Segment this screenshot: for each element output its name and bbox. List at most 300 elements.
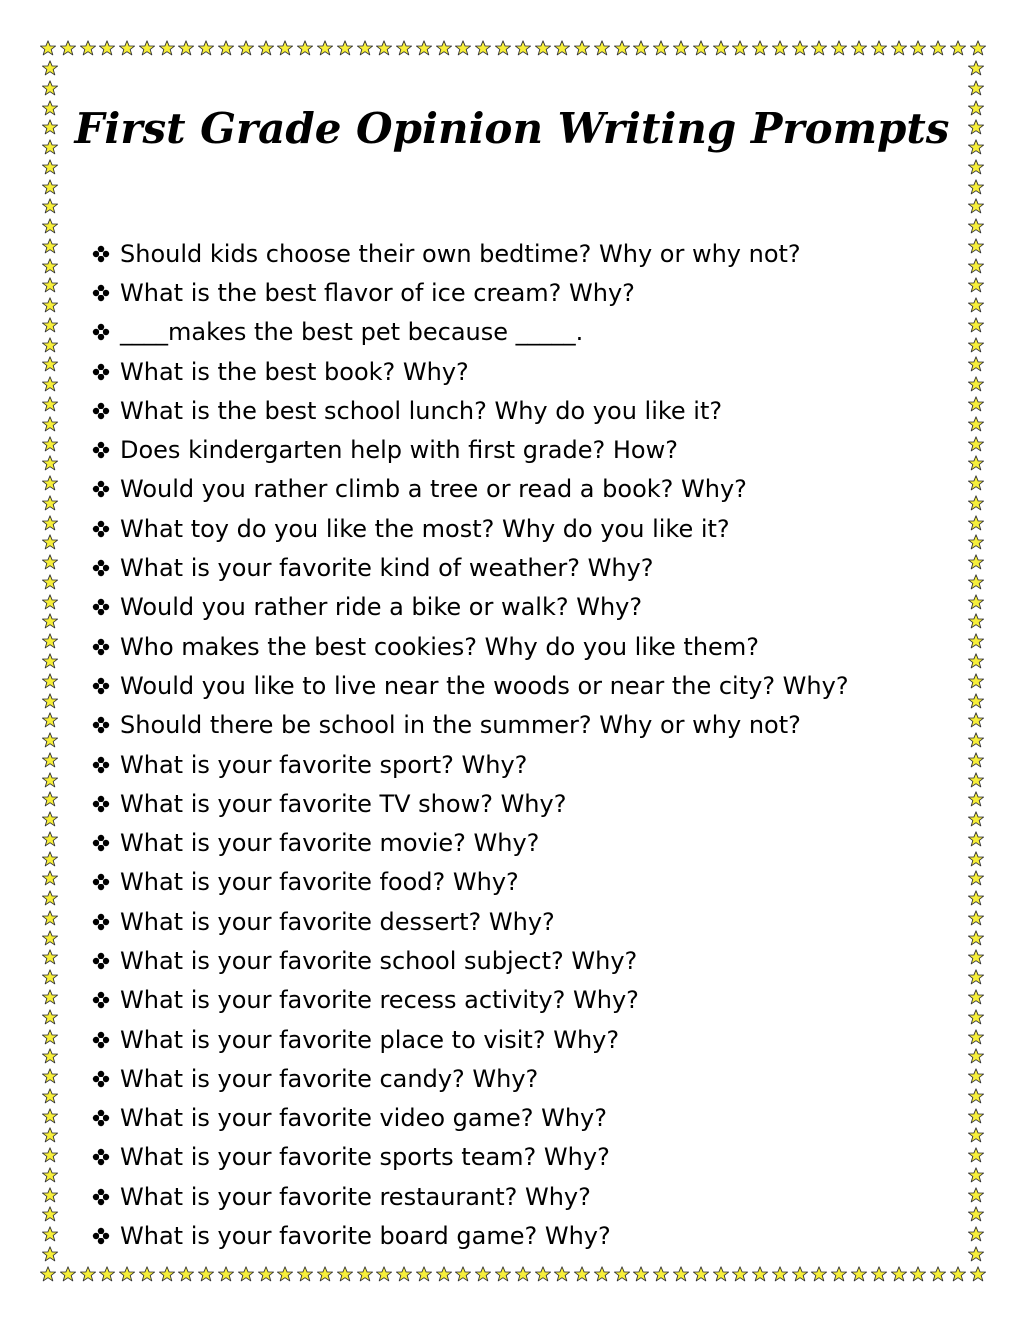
star-icon — [42, 277, 58, 293]
star-icon — [475, 1266, 491, 1282]
list-item — [92, 823, 849, 862]
star-icon — [42, 396, 58, 412]
star-icon — [968, 870, 984, 886]
list-item — [92, 273, 849, 312]
star-icon — [574, 1266, 590, 1282]
diamond-bullet-icon — [92, 1070, 120, 1088]
list-item — [92, 1099, 849, 1138]
prompt-text: What is your favorite movie? Why? — [120, 829, 540, 858]
star-icon — [317, 1266, 333, 1282]
star-icon — [752, 1266, 768, 1282]
star-icon — [968, 198, 984, 214]
star-icon — [80, 1266, 96, 1282]
star-icon — [968, 594, 984, 610]
diamond-bullet-icon — [92, 559, 120, 577]
diamond-bullet-icon — [92, 638, 120, 656]
star-icon — [968, 495, 984, 511]
star-icon — [42, 693, 58, 709]
star-icon — [968, 396, 984, 412]
list-item — [92, 706, 849, 745]
star-icon — [42, 258, 58, 274]
star-icon — [42, 317, 58, 333]
list-item — [92, 863, 849, 902]
star-icon — [436, 1266, 452, 1282]
star-icon — [732, 40, 748, 56]
list-item — [92, 666, 849, 705]
prompt-list — [92, 234, 849, 1256]
prompt-text: What is your favorite restaurant? Why? — [120, 1182, 591, 1211]
star-border-bottom — [40, 1264, 986, 1284]
prompt-text: What is the best school lunch? Why do you like it? — [120, 396, 723, 425]
star-icon — [831, 1266, 847, 1282]
star-icon — [42, 119, 58, 135]
star-icon — [968, 554, 984, 570]
star-icon — [633, 40, 649, 56]
star-icon — [455, 1266, 471, 1282]
star-icon — [594, 1266, 610, 1282]
star-icon — [968, 80, 984, 96]
star-icon — [42, 297, 58, 313]
star-icon — [871, 1266, 887, 1282]
star-icon — [772, 1266, 788, 1282]
prompt-text: What is your favorite kind of weather? Why? — [120, 554, 654, 583]
diamond-bullet-icon — [92, 795, 120, 813]
prompt-text: What is the best book? Why? — [120, 357, 469, 386]
star-icon — [713, 40, 729, 56]
diamond-bullet-icon — [92, 991, 120, 1009]
star-icon — [317, 40, 333, 56]
star-icon — [376, 40, 392, 56]
list-item — [92, 1177, 849, 1216]
star-icon — [42, 574, 58, 590]
list-item — [92, 902, 849, 941]
diamond-bullet-icon — [92, 441, 120, 459]
star-icon — [811, 1266, 827, 1282]
prompt-text: Would you rather climb a tree or read a book? Why? — [120, 475, 747, 504]
star-icon — [376, 1266, 392, 1282]
diamond-bullet-icon — [92, 363, 120, 381]
diamond-bullet-icon — [92, 1031, 120, 1049]
star-icon — [42, 436, 58, 452]
list-item — [92, 981, 849, 1020]
star-icon — [811, 40, 827, 56]
star-icon — [42, 515, 58, 531]
diamond-bullet-icon — [92, 598, 120, 616]
list-item — [92, 745, 849, 784]
star-icon — [574, 40, 590, 56]
star-icon — [693, 1266, 709, 1282]
star-icon — [968, 930, 984, 946]
star-icon — [968, 455, 984, 471]
star-icon — [139, 40, 155, 56]
star-icon — [968, 297, 984, 313]
star-icon — [673, 1266, 689, 1282]
star-icon — [968, 851, 984, 867]
star-icon — [42, 198, 58, 214]
prompt-text: What is your favorite school subject? Why? — [120, 946, 638, 975]
diamond-bullet-icon — [92, 913, 120, 931]
star-icon — [42, 179, 58, 195]
star-icon — [968, 119, 984, 135]
list-item — [92, 627, 849, 666]
list-item — [92, 391, 849, 430]
star-icon — [297, 40, 313, 56]
prompt-text: What is your favorite TV show? Why? — [120, 789, 567, 818]
star-icon — [42, 80, 58, 96]
prompt-text: What is your favorite food? Why? — [120, 868, 519, 897]
star-border-top — [40, 38, 986, 58]
star-icon — [968, 277, 984, 293]
star-icon — [968, 356, 984, 372]
star-icon — [42, 772, 58, 788]
diamond-bullet-icon — [92, 756, 120, 774]
diamond-bullet-icon — [92, 716, 120, 734]
star-icon — [968, 811, 984, 827]
star-icon — [42, 791, 58, 807]
star-icon — [891, 40, 907, 56]
star-icon — [475, 40, 491, 56]
diamond-bullet-icon — [92, 323, 120, 341]
star-icon — [495, 1266, 511, 1282]
star-icon — [119, 40, 135, 56]
star-icon — [968, 218, 984, 234]
star-icon — [396, 1266, 412, 1282]
star-icon — [950, 1266, 966, 1282]
star-icon — [968, 732, 984, 748]
star-icon — [99, 1266, 115, 1282]
star-icon — [42, 1206, 58, 1222]
star-icon — [258, 40, 274, 56]
star-icon — [42, 712, 58, 728]
star-icon — [968, 693, 984, 709]
star-icon — [42, 1127, 58, 1143]
star-icon — [968, 139, 984, 155]
star-icon — [357, 40, 373, 56]
star-icon — [851, 40, 867, 56]
star-icon — [891, 1266, 907, 1282]
prompt-text: What is your favorite candy? Why? — [120, 1064, 539, 1093]
star-icon — [42, 356, 58, 372]
star-icon — [693, 40, 709, 56]
list-item — [92, 784, 849, 823]
star-icon — [396, 40, 412, 56]
star-icon — [930, 40, 946, 56]
star-icon — [139, 1266, 155, 1282]
star-icon — [535, 40, 551, 56]
star-icon — [42, 969, 58, 985]
star-icon — [910, 40, 926, 56]
star-icon — [42, 337, 58, 353]
star-icon — [968, 1187, 984, 1203]
star-icon — [40, 40, 56, 56]
prompt-text: What is your favorite place to visit? Why? — [120, 1025, 620, 1054]
star-icon — [968, 337, 984, 353]
star-icon — [238, 1266, 254, 1282]
diamond-bullet-icon — [92, 834, 120, 852]
star-icon — [277, 1266, 293, 1282]
star-icon — [792, 40, 808, 56]
prompt-text: Would you rather ride a bike or walk? Why? — [120, 593, 643, 622]
star-icon — [42, 1088, 58, 1104]
prompt-text: ____makes the best pet because _____. — [120, 318, 584, 347]
prompt-text: What is your favorite video game? Why? — [120, 1104, 607, 1133]
star-border-right — [966, 60, 986, 1262]
star-icon — [633, 1266, 649, 1282]
list-item — [92, 430, 849, 469]
star-icon — [42, 930, 58, 946]
diamond-bullet-icon — [92, 1109, 120, 1127]
star-icon — [968, 613, 984, 629]
star-icon — [119, 1266, 135, 1282]
star-icon — [198, 40, 214, 56]
star-icon — [968, 258, 984, 274]
star-icon — [968, 1048, 984, 1064]
star-icon — [159, 40, 175, 56]
star-icon — [968, 100, 984, 116]
star-icon — [968, 574, 984, 590]
star-icon — [42, 100, 58, 116]
star-icon — [42, 653, 58, 669]
star-icon — [968, 179, 984, 195]
star-icon — [968, 1147, 984, 1163]
star-icon — [871, 40, 887, 56]
diamond-bullet-icon — [92, 873, 120, 891]
star-icon — [594, 40, 610, 56]
star-icon — [42, 673, 58, 689]
star-icon — [42, 870, 58, 886]
star-icon — [42, 851, 58, 867]
star-icon — [42, 633, 58, 649]
star-icon — [42, 238, 58, 254]
prompt-text: Who makes the best cookies? Why do you like them? — [120, 632, 759, 661]
star-icon — [851, 1266, 867, 1282]
star-icon — [357, 1266, 373, 1282]
star-icon — [968, 1246, 984, 1262]
star-icon — [42, 831, 58, 847]
star-icon — [42, 1068, 58, 1084]
star-icon — [910, 1266, 926, 1282]
star-icon — [42, 60, 58, 76]
star-icon — [732, 1266, 748, 1282]
star-border-left — [40, 60, 60, 1262]
prompt-text: What is your favorite sports team? Why? — [120, 1143, 610, 1172]
star-icon — [455, 40, 471, 56]
star-icon — [968, 1088, 984, 1104]
prompt-text: Would you like to live near the woods or near the city? Why? — [120, 671, 849, 700]
star-icon — [968, 436, 984, 452]
star-icon — [968, 475, 984, 491]
star-icon — [42, 1147, 58, 1163]
star-icon — [42, 455, 58, 471]
star-icon — [554, 1266, 570, 1282]
star-icon — [968, 1127, 984, 1143]
list-item — [92, 1059, 849, 1098]
diamond-bullet-icon — [92, 1227, 120, 1245]
star-icon — [968, 1226, 984, 1242]
page-title: First Grade Opinion Writing Prompts — [74, 104, 950, 153]
star-icon — [42, 811, 58, 827]
star-icon — [968, 317, 984, 333]
star-icon — [42, 376, 58, 392]
list-item — [92, 234, 849, 273]
star-icon — [42, 1226, 58, 1242]
star-icon — [970, 40, 986, 56]
star-icon — [653, 1266, 669, 1282]
star-icon — [968, 989, 984, 1005]
star-icon — [42, 1108, 58, 1124]
list-item — [92, 313, 849, 352]
star-icon — [42, 1029, 58, 1045]
star-icon — [614, 40, 630, 56]
star-icon — [968, 159, 984, 175]
star-icon — [950, 40, 966, 56]
star-icon — [42, 495, 58, 511]
star-icon — [238, 40, 254, 56]
star-icon — [42, 534, 58, 550]
star-icon — [42, 989, 58, 1005]
star-icon — [968, 1206, 984, 1222]
star-icon — [968, 949, 984, 965]
star-icon — [968, 416, 984, 432]
star-icon — [831, 40, 847, 56]
star-icon — [968, 1009, 984, 1025]
diamond-bullet-icon — [92, 952, 120, 970]
star-icon — [968, 376, 984, 392]
star-icon — [60, 40, 76, 56]
star-icon — [337, 1266, 353, 1282]
star-icon — [42, 159, 58, 175]
prompt-text: What is your favorite sport? Why? — [120, 750, 528, 779]
diamond-bullet-icon — [92, 1188, 120, 1206]
star-icon — [968, 791, 984, 807]
star-icon — [42, 1246, 58, 1262]
star-icon — [42, 416, 58, 432]
star-icon — [713, 1266, 729, 1282]
list-item — [92, 1020, 849, 1059]
star-icon — [42, 1009, 58, 1025]
star-icon — [515, 1266, 531, 1282]
list-item — [92, 548, 849, 587]
star-icon — [297, 1266, 313, 1282]
star-icon — [968, 673, 984, 689]
star-icon — [554, 40, 570, 56]
diamond-bullet-icon — [92, 245, 120, 263]
list-item — [92, 1216, 849, 1255]
star-icon — [495, 40, 511, 56]
star-icon — [218, 1266, 234, 1282]
star-icon — [614, 1266, 630, 1282]
list-item — [92, 1138, 849, 1177]
star-icon — [653, 40, 669, 56]
star-icon — [218, 40, 234, 56]
prompt-text: What toy do you like the most? Why do you like it? — [120, 514, 730, 543]
diamond-bullet-icon — [92, 480, 120, 498]
star-icon — [80, 40, 96, 56]
prompt-text: What is your favorite recess activity? Why? — [120, 986, 639, 1015]
diamond-bullet-icon — [92, 402, 120, 420]
diamond-bullet-icon — [92, 1148, 120, 1166]
star-icon — [337, 40, 353, 56]
star-icon — [968, 890, 984, 906]
list-item — [92, 941, 849, 980]
star-icon — [968, 752, 984, 768]
star-icon — [42, 910, 58, 926]
list-item — [92, 509, 849, 548]
star-icon — [968, 515, 984, 531]
star-icon — [968, 910, 984, 926]
star-icon — [42, 554, 58, 570]
star-icon — [416, 40, 432, 56]
star-icon — [970, 1266, 986, 1282]
star-icon — [968, 1029, 984, 1045]
star-icon — [968, 653, 984, 669]
star-icon — [42, 752, 58, 768]
star-icon — [968, 712, 984, 728]
star-icon — [968, 633, 984, 649]
star-icon — [930, 1266, 946, 1282]
star-icon — [40, 1266, 56, 1282]
list-item — [92, 588, 849, 627]
diamond-bullet-icon — [92, 520, 120, 538]
star-icon — [968, 534, 984, 550]
star-icon — [968, 831, 984, 847]
star-icon — [99, 40, 115, 56]
prompt-text: What is the best flavor of ice cream? Why? — [120, 278, 635, 307]
star-icon — [159, 1266, 175, 1282]
list-item — [92, 352, 849, 391]
prompt-text: Does kindergarten help with first grade? How? — [120, 436, 678, 465]
star-icon — [792, 1266, 808, 1282]
star-icon — [968, 772, 984, 788]
star-icon — [42, 475, 58, 491]
star-icon — [968, 1108, 984, 1124]
star-icon — [42, 890, 58, 906]
star-icon — [515, 40, 531, 56]
star-icon — [42, 1048, 58, 1064]
diamond-bullet-icon — [92, 677, 120, 695]
star-icon — [42, 1187, 58, 1203]
star-icon — [752, 40, 768, 56]
prompt-text: What is your favorite board game? Why? — [120, 1222, 611, 1251]
star-icon — [198, 1266, 214, 1282]
star-icon — [277, 40, 293, 56]
star-icon — [673, 40, 689, 56]
star-icon — [60, 1266, 76, 1282]
star-icon — [42, 139, 58, 155]
star-icon — [178, 1266, 194, 1282]
star-icon — [178, 40, 194, 56]
star-icon — [42, 732, 58, 748]
star-icon — [436, 40, 452, 56]
prompt-text: Should kids choose their own bedtime? Why or why not? — [120, 239, 801, 268]
prompt-text: What is your favorite dessert? Why? — [120, 907, 555, 936]
star-icon — [42, 1167, 58, 1183]
diamond-bullet-icon — [92, 284, 120, 302]
star-icon — [42, 613, 58, 629]
star-icon — [968, 1167, 984, 1183]
star-icon — [42, 594, 58, 610]
star-icon — [535, 1266, 551, 1282]
star-icon — [968, 1068, 984, 1084]
star-icon — [416, 1266, 432, 1282]
star-icon — [968, 238, 984, 254]
prompt-text: Should there be school in the summer? Why or why not? — [120, 711, 801, 740]
star-icon — [772, 40, 788, 56]
star-icon — [258, 1266, 274, 1282]
star-icon — [968, 969, 984, 985]
star-icon — [968, 60, 984, 76]
star-icon — [42, 218, 58, 234]
